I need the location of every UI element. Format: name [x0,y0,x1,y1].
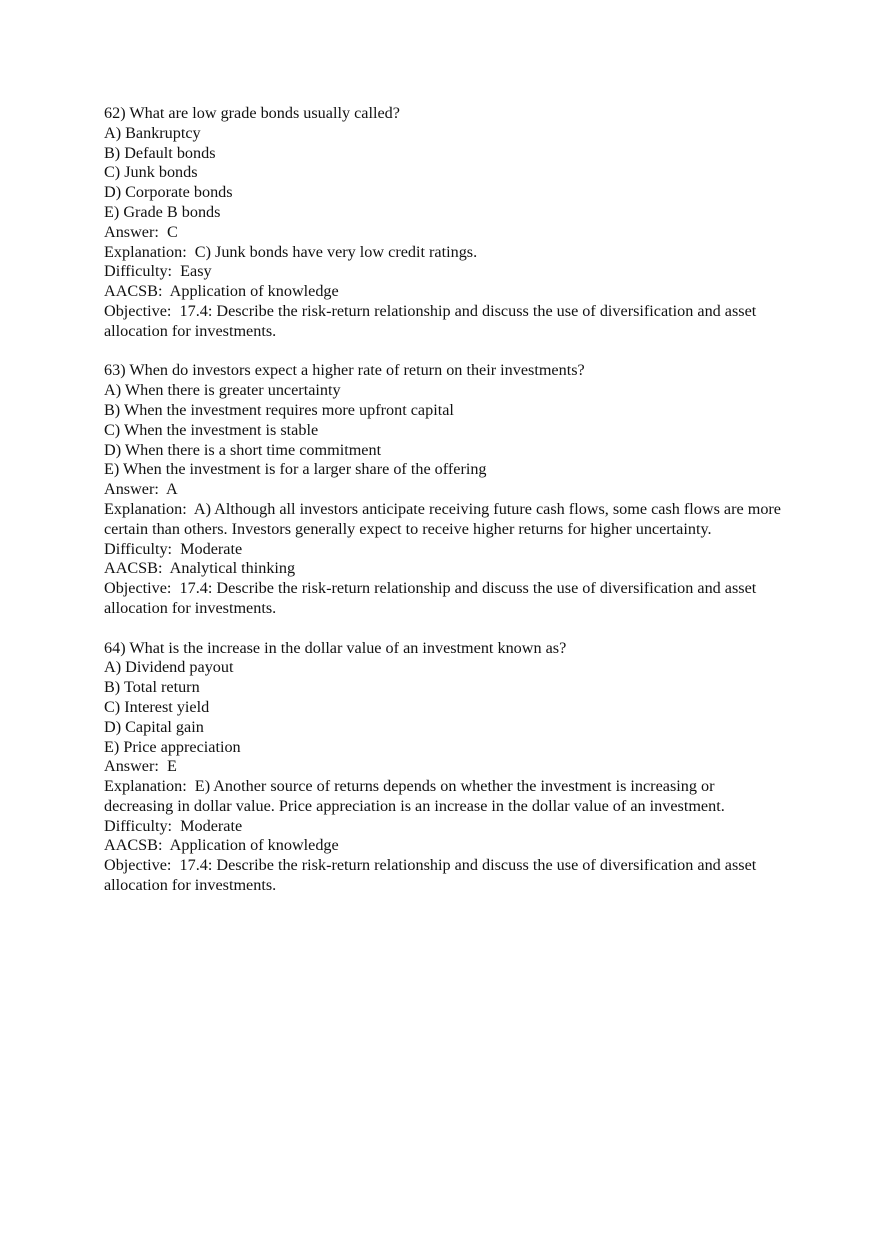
question-prompt: 63) When do investors expect a higher rate of return on their investments? [104,361,585,380]
aacsb-line: AACSB: Application of knowledge [104,836,339,855]
explanation-line: Explanation: C) Junk bonds have very low credit ratings. [104,242,478,261]
option-d: D) Capital gain [104,717,204,736]
option-e: E) Grade B bonds [104,202,221,221]
answer-line: Answer: A [104,480,178,499]
difficulty-line: Difficulty: Moderate [104,539,243,558]
explanation-line: Explanation: A) Although all investors anticipate receiving future cash flows, some cash flows are more certain than others. Investors generally expect to receive higher returns for higher uncertainty. [104,499,786,538]
option-a: A) Dividend payout [104,658,234,677]
option-c: C) Interest yield [104,697,210,716]
explanation-line: Explanation: E) Another source of returns depends on whether the investment is increasing or decreasing in dollar value. Price appreciation is an increase in the dollar value of an investment. [104,777,725,815]
option-c: C) When the investment is stable [104,420,319,439]
question-62 [104,104,784,342]
question-list [104,104,784,896]
option-e: E) Price appreciation [104,737,241,756]
question-63 [104,361,784,618]
question-prompt: 62) What are low grade bonds usually called? [104,104,400,122]
option-d: D) When there is a short time commitment [104,440,382,459]
option-d: D) Corporate bonds [104,183,233,202]
answer-line: Answer: E [104,757,177,776]
objective-line: Objective: 17.4: Describe the risk-return relationship and discuss the use of diversification and asset allocation for investments. [104,301,761,340]
question-prompt: 64) What is the increase in the dollar value of an investment known as? [104,638,567,657]
question-64 [104,639,784,896]
option-b: B) Total return [104,678,200,697]
difficulty-line: Difficulty: Easy [104,262,212,281]
objective-line: Objective: 17.4: Describe the risk-return relationship and discuss the use of diversification and asset allocation for investments. [104,856,761,895]
answer-line: Answer: C [104,222,178,241]
objective-line: Objective: 17.4: Describe the risk-return relationship and discuss the use of diversification and asset allocation for investments. [104,579,761,617]
aacsb-line: AACSB: Analytical thinking [104,559,296,578]
option-b: B) Default bonds [104,143,216,162]
option-c: C) Junk bonds [104,163,198,182]
option-a: A) When there is greater uncertainty [104,381,341,400]
aacsb-line: AACSB: Application of knowledge [104,282,339,301]
option-a: A) Bankruptcy [104,123,201,142]
option-e: E) When the investment is for a larger share of the offering [104,460,487,479]
difficulty-line: Difficulty: Moderate [104,816,243,835]
option-b: B) When the investment requires more upfront capital [104,400,454,419]
